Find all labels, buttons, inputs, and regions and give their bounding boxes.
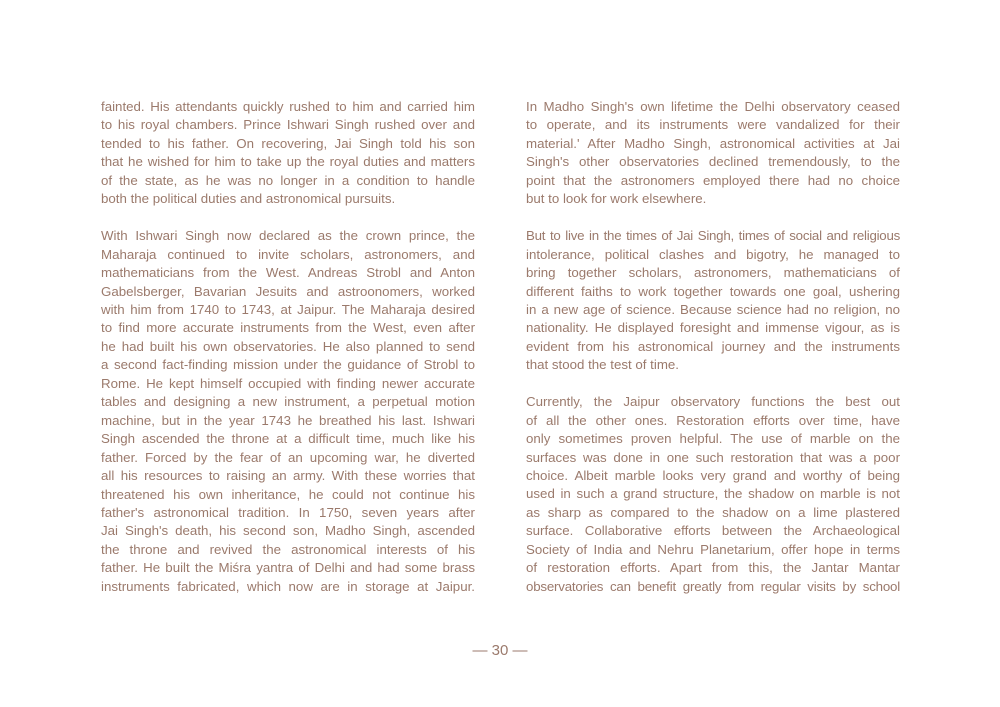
text-line: that stood the test of time. (526, 357, 679, 373)
text-line: bring together scholars, astronomers, mathematicians of (526, 265, 900, 281)
page-number: — 30 — (472, 642, 528, 659)
paragraph (101, 98, 475, 209)
text-line: machine, but in the year 1743 he breathed his last. Ishwari (101, 412, 475, 428)
text-line: With Ishwari Singh now declared as the crown prince, the (101, 228, 475, 244)
text-line: point that the astronomers employed there had no choice (526, 172, 900, 188)
text-line: nationality. He displayed foresight and immense vigour, as is (526, 320, 900, 336)
text-line: to his royal chambers. Prince Ishwari Singh rushed over and (101, 117, 475, 133)
paragraph (526, 227, 900, 375)
text-line: Rome. He kept himself occupied with finding newer accurate (101, 375, 475, 391)
text-line: evident from his astronomical journey and the instruments (526, 338, 900, 354)
text-line: observatories can benefit greatly from regular visits by school (526, 578, 900, 594)
text-line: used in such a grand structure, the shadow on marble is not (526, 486, 900, 502)
text-line: surfaces was done in one such restoration that was a poor (526, 449, 900, 465)
text-line: father. Forced by the fear of an upcoming war, he diverted (101, 449, 475, 465)
text-line: of the state, as he was no longer in a condition to handle (101, 172, 475, 188)
text-line: Jai Singh's death, his second son, Madho Singh, ascended (101, 523, 475, 539)
text-line: father's astronomical tradition. In 1750, seven years after (101, 504, 475, 520)
text-line: of all the other ones. Restoration efforts over time, have (526, 412, 900, 428)
text-line: tables and designing a new instrument, a perpetual motion (101, 394, 475, 410)
text-line: to find more accurate instruments from the West, even after (101, 320, 475, 336)
text-line: all his resources to raising an army. With these worries that (101, 468, 475, 484)
text-line: Currently, the Jaipur observatory functions the best out (526, 394, 900, 410)
text-line: with him from 1740 to 1743, at Jaipur. The Maharaja desired (101, 301, 475, 317)
text-line: threatened his own inheritance, he could not continue his (101, 486, 475, 502)
text-line: a second fact-finding mission under the guidance of Strobl to (101, 357, 475, 373)
paragraph (101, 227, 475, 596)
text-line: material.' After Madho Singh, astronomical activities at Jai (526, 135, 900, 151)
text-line: he had built his own observatories. He also planned to send (101, 338, 475, 354)
text-line: Society of India and Nehru Planetarium, offer hope in terms (526, 541, 900, 557)
text-line: but to look for work elsewhere. (526, 191, 707, 207)
text-line: Gabelsberger, Bavarian Jesuits and astroonomers, worked (101, 283, 475, 299)
text-line: Singh ascended the throne at a difficult time, much like his (101, 431, 475, 447)
text-line: surface. Collaborative efforts between the Archaeological (526, 523, 900, 539)
text-line: Singh's other observatories declined tremendously, to the (526, 154, 900, 170)
text-line: intolerance, political clashes and bigotry, he managed to (526, 246, 900, 262)
text-line: fainted. His attendants quickly rushed to him and carried him (101, 99, 475, 114)
text-line: in a new age of science. Because science had no religion, no (526, 301, 900, 317)
right-text-column (526, 98, 900, 615)
text-line: choice. Albeit marble looks very grand and worthy of being (526, 468, 900, 484)
text-line: Maharaja continued to invite scholars, astronomers, and (101, 246, 475, 262)
text-line: of restoration efforts. Apart from this, the Jantar Mantar (526, 560, 900, 576)
text-line: instruments fabricated, which now are in storage at Jaipur. (101, 578, 475, 594)
text-line: both the political duties and astronomical pursuits. (101, 191, 396, 207)
text-line: that he wished for him to take up the royal duties and matters (101, 154, 475, 170)
text-line: But to live in the times of Jai Singh, times of social and religious (526, 228, 900, 244)
text-line: only sometimes proven helpful. The use of marble on the (526, 431, 900, 447)
text-line: as sharp as compared to the shadow on a lime plastered (526, 504, 900, 520)
paragraph (526, 393, 900, 596)
text-line: In Madho Singh's own lifetime the Delhi observatory ceased (526, 99, 900, 114)
text-line: the throne and revived the astronomical interests of his (101, 541, 475, 557)
text-line: mathematicians from the West. Andreas Strobl and Anton (101, 265, 475, 281)
left-text-column (101, 98, 475, 615)
text-line: to operate, and its instruments were vandalized for their (526, 117, 900, 133)
text-line: father. He built the Miśra yantra of Delhi and had some brass (101, 560, 475, 576)
text-line: tended to his father. On recovering, Jai Singh told his son (101, 135, 475, 151)
paragraph (526, 98, 900, 209)
text-line: different faiths to work together towards one goal, ushering (526, 283, 900, 299)
